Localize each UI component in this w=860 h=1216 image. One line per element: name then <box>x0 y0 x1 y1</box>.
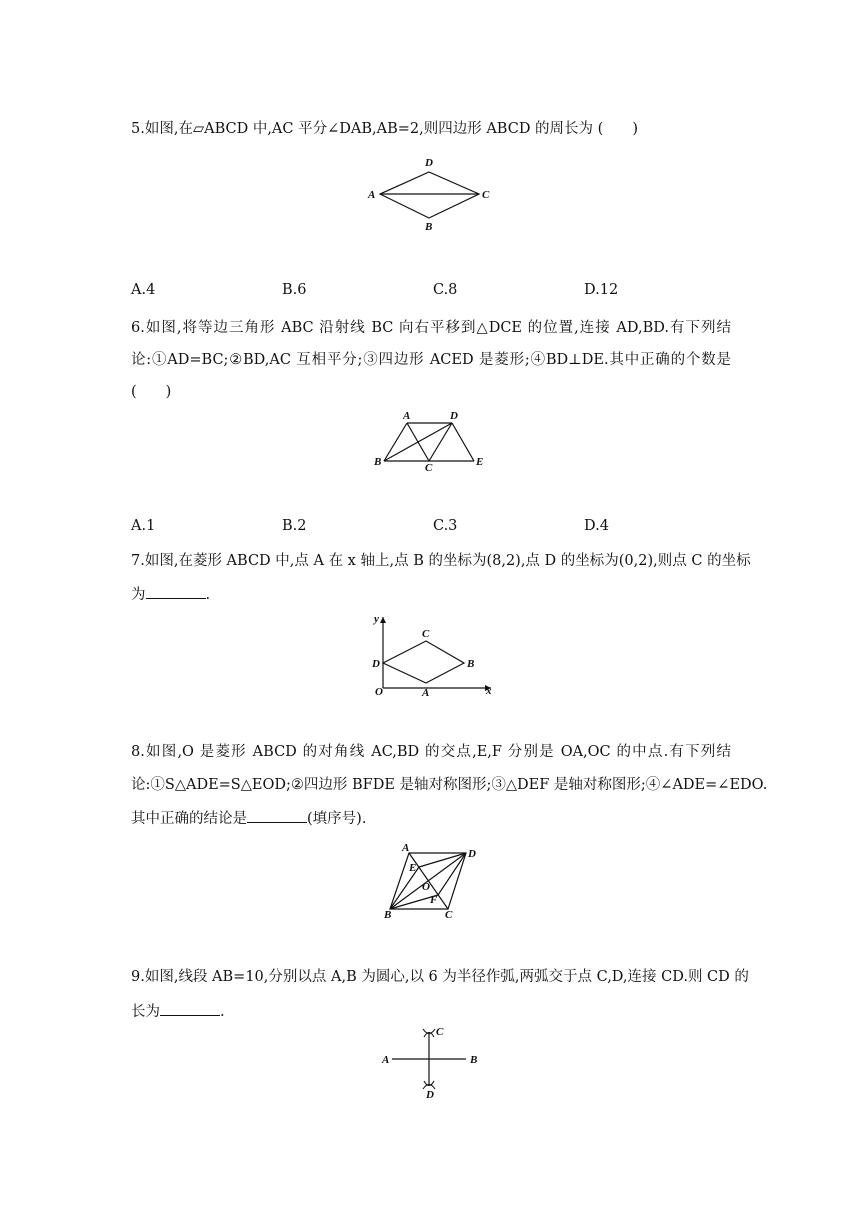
q8-label-o: O <box>422 881 430 893</box>
q8-label-f: F <box>430 894 438 906</box>
q7-line2-prefix: 为 <box>131 587 146 603</box>
q6-options <box>131 518 731 538</box>
q5-options <box>131 282 731 302</box>
q8-rhombus-figure <box>378 842 486 920</box>
q8-label-a: A <box>402 842 410 854</box>
q7-label-c: C <box>422 628 430 640</box>
q8-label-e: E <box>409 862 417 874</box>
q7-label-y: y <box>374 613 379 625</box>
q8-line3 <box>131 808 731 829</box>
q6-line1: 6.如图,将等边三角形 ABC 沿射线 BC 向右平移到△DCE 的位置,连接 AD,BD.有下列结 <box>131 320 731 336</box>
q9-line2-prefix: 长为 <box>131 1004 160 1020</box>
q5-stem: 5.如图,在▱ABCD 中,AC 平分∠DAB,AB=2,则四边形 ABCD 的周长为 ( ) <box>131 121 638 137</box>
q8-line2: 论:①S△ADE=S△EOD;②四边形 BFDE 是轴对称图形;③△DEF 是轴对称图形;④∠ADE=∠EDO. <box>131 777 768 793</box>
q6-line2: 论:①AD=BC;②BD,AC 互相平分;③四边形 ACED 是菱形;④BD⊥DE.其中正确的个数是 <box>131 352 731 368</box>
q6-option-a[interactable]: A.1 <box>131 518 156 534</box>
q5-label-a: A <box>368 189 376 201</box>
q7-label-o: O <box>375 686 383 698</box>
q6-option-d[interactable]: D.4 <box>584 518 609 534</box>
q9-arc-figure <box>377 1024 487 1100</box>
q6-option-c[interactable]: C.3 <box>433 518 458 534</box>
q8-label-c: C <box>445 909 453 920</box>
q7-line2 <box>131 584 731 605</box>
q8-line3-prefix: 其中正确的结论是 <box>131 811 247 827</box>
q9-label-b: B <box>470 1054 478 1066</box>
q8-label-d: D <box>468 848 476 860</box>
q8-answer-blank[interactable] <box>247 808 307 823</box>
q6-label-c: C <box>425 462 433 474</box>
q6-label-a: A <box>403 410 411 422</box>
q9-line1: 9.如图,线段 AB=10,分别以点 A,B 为圆心,以 6 为半径作弧,两弧交于点 C,D,连接 CD.则 CD 的 <box>131 969 749 985</box>
q5-rhombus-figure <box>365 152 495 234</box>
q9-answer-blank[interactable] <box>160 1001 220 1016</box>
q9-line2-suffix: . <box>220 1004 225 1020</box>
q9-label-d: D <box>426 1089 434 1100</box>
q5-option-d[interactable]: D.12 <box>584 282 619 298</box>
q7-line2-suffix: . <box>205 587 211 603</box>
q8-line1: 8.如图,O 是菱形 ABCD 的对角线 AC,BD 的交点,E,F 分别是 OA,OC 的中点.有下列结 <box>131 744 731 760</box>
q5-option-a[interactable]: A.4 <box>131 282 156 298</box>
q5-option-b[interactable]: B.6 <box>282 282 307 298</box>
q6-translation-figure <box>370 408 495 476</box>
q7-line1: 7.如图,在菱形 ABCD 中,点 A 在 x 轴上,点 B 的坐标为(8,2),点 D 的坐标为(0,2),则点 C 的坐标 <box>131 553 751 569</box>
q6-label-b: B <box>374 456 382 468</box>
q9-label-c: C <box>436 1026 444 1038</box>
q7-answer-blank[interactable] <box>146 584 206 599</box>
q7-label-a: A <box>422 687 430 699</box>
q5-option-c[interactable]: C.8 <box>433 282 458 298</box>
q5-label-b: B <box>425 221 433 233</box>
q9-label-a: A <box>382 1054 390 1066</box>
q7-coordinate-figure <box>366 609 498 701</box>
q8-line3-suffix: (填序号). <box>307 811 367 827</box>
q6-option-b[interactable]: B.2 <box>282 518 307 534</box>
q5-label-c: C <box>482 189 490 201</box>
q8-label-b: B <box>384 909 392 920</box>
q6-label-d: D <box>450 410 458 422</box>
q5-label-d: D <box>425 157 433 169</box>
q7-label-b: B <box>467 658 475 670</box>
q7-label-d: D <box>372 658 380 670</box>
q9-line2 <box>131 1001 731 1022</box>
q7-label-x: x <box>486 685 492 697</box>
q6-line3: ( ) <box>131 384 172 400</box>
q6-label-e: E <box>476 456 484 468</box>
